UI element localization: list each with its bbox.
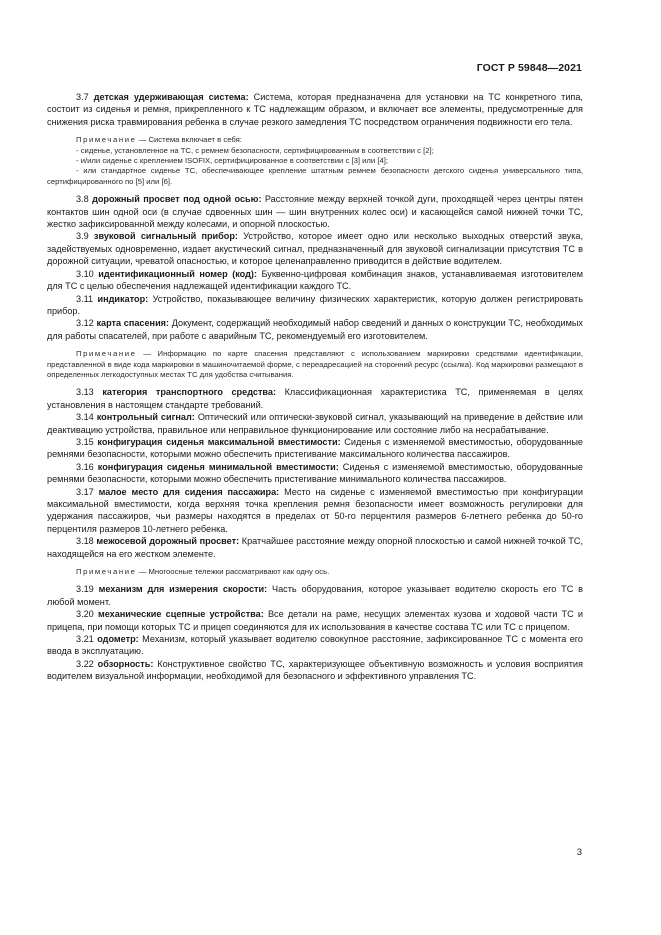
term-3-11 (47, 293, 583, 318)
term-number: 3.8 (76, 194, 89, 205)
term-definition: Классификационная характеристика ТС, применяемая в целях установления в настоящем стандарте требований. (47, 387, 583, 410)
term-3-16 (47, 461, 583, 486)
term-name: индикатор: (97, 293, 149, 304)
term-name: конфигурация сиденья максимальной вместимости: (97, 436, 341, 447)
term-number: 3.22 (76, 658, 94, 669)
term-name: категория транспортного средства: (102, 387, 277, 398)
term-name: детская удерживающая система: (93, 92, 249, 102)
term-definition: Устройство, которое имеет одно или несколько выходных отверстий звука, задействуемых одновременно, издает акустический сигнал, предназначенный для звуковой сигнализации присутствия ТС в дорожной ситуации, чреватой опасностью, и которое целенаправленно приводится в действие водителем. (47, 231, 584, 267)
note-3-18 (47, 567, 583, 577)
term-number: 3.11 (76, 293, 94, 304)
term-definition: Сиденья с изменяемой вместимостью, оборудованные ремнями безопасности, которыми можно обеспечить пристегивание минимального количества пассажиров. (47, 461, 583, 485)
term-3-18 (47, 535, 583, 560)
term-definition: Документ, содержащий необходимый набор сведений и данных о конструкции ТС, необходимых для работы спасателей, при работе с аварийным ТС, рекомендуемый его изготовителем. (47, 318, 583, 341)
note-3-7 (47, 135, 583, 187)
note-text: — Информацию по карте спасения представляют с использованием маркировки средствами идентификации, представленной в виде кода маркировки в машиночитаемой форме, с переадресацией на сторонний ресурс (ссылка). Код маркировки размещают в определенных легкодоступных местах ТС для удобства считывания. (47, 349, 583, 379)
note-label: Примечание (76, 567, 137, 577)
term-3-9 (47, 230, 583, 267)
term-definition: Оптический или оптически-звуковой сигнал, указывающий на приведение в действие или деактивацию устройства, правильное или неправильное функционирование или состояние либо на несрабатывание. (47, 412, 583, 435)
term-name: контрольный сигнал: (96, 412, 195, 423)
term-number: 3.19 (76, 584, 94, 595)
note-3-12 (47, 349, 583, 380)
term-definition: Расстояние между верхней точкой дуги, проходящей через центры пятен контактов шин одной оси (в случае сдвоенных шин — шин внутренних колес оси) и касающейся самой нижней точки ТС, жестко зафиксированной между колесами, и опорной плоскостью. (47, 194, 583, 230)
term-definition: Конструктивное свойство ТС, характеризующее объективную возможность и условия восприятия водителем визуальной информации, необходимой для безопасного и эффективного управления ТС. (47, 658, 583, 682)
term-name: дорожный просвет под одной осью: (92, 194, 262, 205)
term-definition: Буквенно-цифровая комбинация знаков, устанавливаемая изготовителем для ТС с целью обеспечения надлежащей идентификации каждого ТС. (47, 268, 583, 292)
term-number: 3.21 (76, 634, 94, 645)
note-label: Примечание (76, 349, 137, 359)
note-text: — Система включает в себя: (138, 135, 242, 145)
term-definition: Часть оборудования, которое указывает водителю скорость его ТС в любой момент. (47, 584, 583, 607)
note-text: — Многоосные тележки рассматривают как одну ось. (138, 567, 330, 577)
term-number: 3.13 (76, 387, 94, 398)
note-label: Примечание (76, 135, 137, 145)
term-3-22 (47, 658, 583, 683)
term-name: малое место для сидения пассажира: (98, 486, 280, 497)
term-number: 3.20 (76, 609, 94, 620)
term-number: 3.16 (76, 461, 94, 472)
term-number: 3.12 (76, 318, 94, 329)
terms-content (47, 91, 583, 683)
term-name: обзорность: (97, 658, 154, 669)
term-name: механизм для измерения скорости: (98, 584, 268, 595)
term-number: 3.10 (76, 268, 94, 279)
term-3-20 (47, 608, 583, 633)
term-number: 3.14 (76, 412, 94, 423)
term-name: звуковой сигнальный прибор: (93, 231, 238, 242)
term-number: 3.7 (76, 92, 89, 102)
term-definition: Сиденья с изменяемой вместимостью, оборудованные ремнями безопасности, которыми можно обеспечить пристегивание максимального количества пассажиров. (47, 436, 583, 460)
term-3-15 (47, 436, 583, 461)
term-3-8 (47, 193, 583, 230)
term-3-19 (47, 583, 583, 608)
term-3-17 (47, 486, 583, 536)
page-number: 3 (576, 847, 582, 858)
term-definition: Система, которая предназначена для установки на ТС конкретного типа, состоит из сиденья и ремня, прикрепленного к ТС надлежащим образом, и включает все элементы, предусмотренные для снижения риска травмирования ребенка в случае резкого замедления ТС посредством ограничения подвижности его тела. (47, 92, 583, 127)
term-name: межосевой дорожный просвет: (96, 536, 240, 547)
term-3-7 (47, 91, 583, 128)
term-number: 3.17 (76, 486, 94, 497)
term-name: одометр: (97, 634, 139, 645)
term-name: механические сцепные устройства: (97, 609, 264, 620)
term-definition: Все детали на раме, несущих элементах кузова и ходовой части ТС и прицепа, при помощи которых ТС и прицеп соединяются для их использования в качестве состава ТС или ТС с прицепом. (47, 609, 583, 632)
standard-code-header: ГОСТ Р 59848—2021 (476, 62, 582, 74)
term-number: 3.9 (76, 231, 89, 242)
term-name: конфигурация сиденья минимальной вместимости: (97, 461, 339, 472)
term-definition: Кратчайшее расстояние между опорной плоскостью и самой нижней точкой ТС, находящейся на его жестком элементе. (47, 536, 583, 559)
term-3-21 (47, 633, 583, 658)
term-3-12 (47, 317, 583, 342)
term-definition: Место на сиденье с изменяемой вместимостью при конфигурации максимальной вместимости, когда верхняя точка крепления ремня безопасности имеет возможность регулировки для удержания пассажиров, чьи размеры находятся в пределах от 50-го перцентиля размеров 6-летнего ребенка до 50-го перцентиля размеров 10-летнего ребенка. (47, 486, 583, 534)
term-number: 3.18 (76, 536, 94, 547)
term-3-10 (47, 268, 583, 293)
term-name: карта спасения: (96, 318, 170, 329)
note-list-item: - и/или сиденье с креплением ISOFIX, сертифицированное в соответствии с [3] или [4]; (76, 156, 389, 166)
note-list-item: - или стандартное сиденье ТС, обеспечивающее крепление штатным ремнем безопасности детского сиденья универсального типа, сертифицированного по [5] или [6]. (47, 166, 583, 186)
term-number: 3.15 (76, 436, 94, 447)
term-definition: Механизм, который указывает водителю совокупное расстояние, зафиксированное ТС с момента его ввода в эксплуатацию. (47, 634, 583, 657)
term-name: идентификационный номер (код): (98, 268, 257, 279)
note-list-item: - сиденье, установленное на ТС, с ремнем безопасности, сертифицированным в соответствии с [2]; (76, 145, 434, 155)
term-3-13 (47, 386, 583, 411)
term-3-14 (47, 411, 583, 436)
term-definition: Устройство, показывающее величину физических характеристик, которую должен регистрировать прибор. (47, 293, 583, 316)
